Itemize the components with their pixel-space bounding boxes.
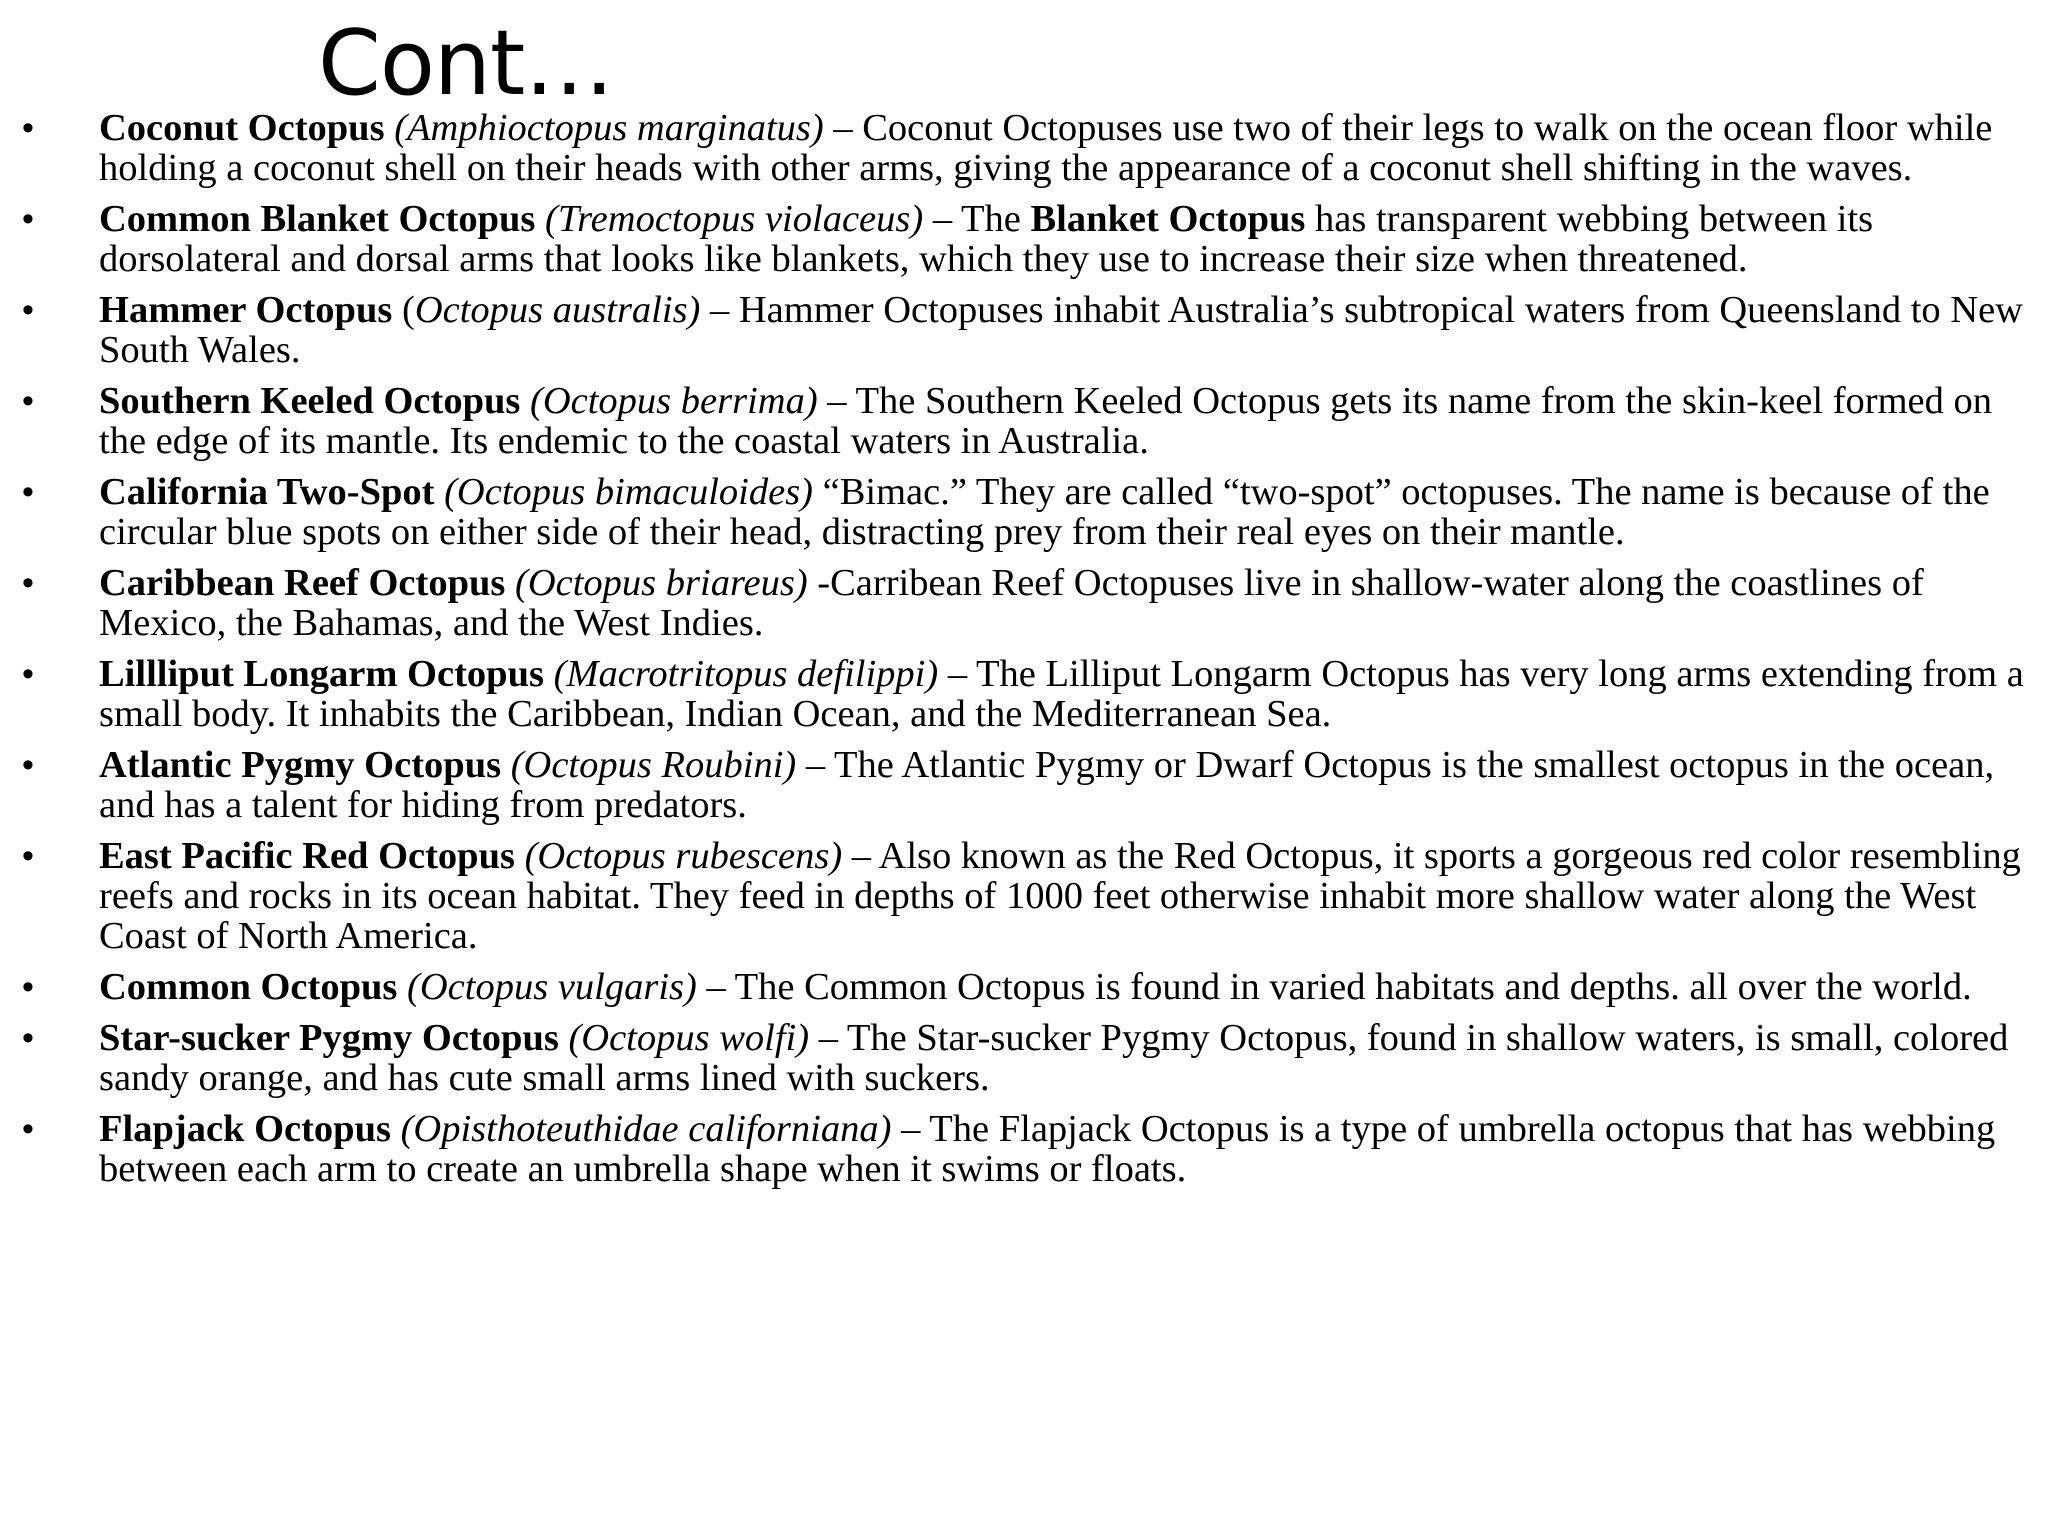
separator-text	[501, 744, 511, 786]
species-scientific-name: Octopus australis)	[414, 289, 701, 331]
species-scientific-name: (Octopus Roubini)	[510, 744, 797, 786]
species-description: – Coconut Octopuses use two of their legs to walk on the ocean floor while holding a coconut shell on their heads with other arms, giving the appearance of a coconut shell shifting in the waves.	[99, 107, 1993, 189]
separator-text	[391, 1108, 401, 1150]
species-common-name: Common Blanket Octopus	[99, 198, 536, 240]
bullet-icon: •	[22, 1019, 34, 1057]
bullet-icon: •	[22, 382, 34, 420]
species-common-name: Caribbean Reef Octopus	[99, 562, 506, 604]
species-common-name: Lillliput Longarm Octopus	[99, 653, 544, 695]
species-common-name: East Pacific Red Octopus	[99, 835, 515, 877]
bullet-icon: •	[22, 564, 34, 602]
separator-text	[434, 471, 444, 513]
list-item	[22, 290, 2042, 370]
species-description: – The Flapjack Octopus is a type of umbrella octopus that has webbing between each arm to create an umbrella shape when it swims or floats.	[99, 1108, 1996, 1190]
species-description: – The Lilliput Longarm Octopus has very long arms extending from a small body. It inhabits the Caribbean, Indian Ocean, and the Mediterranean Sea.	[99, 653, 2024, 735]
bullet-icon: •	[22, 291, 34, 329]
species-scientific-name: (Tremoctopus violaceus)	[545, 198, 924, 240]
list-item	[22, 745, 2042, 825]
species-scientific-name: (Opisthoteuthidae californiana)	[400, 1108, 892, 1150]
separator-text	[535, 198, 545, 240]
bullet-icon: •	[22, 837, 34, 875]
species-common-name: Coconut Octopus	[99, 107, 385, 149]
species-description: – Hammer Octopuses inhabit Australia’s subtropical waters from Queensland to New South Wales.	[99, 289, 2023, 371]
bullet-icon: •	[22, 968, 34, 1006]
bullet-icon: •	[22, 655, 34, 693]
bullet-icon: •	[22, 1110, 34, 1148]
species-description: – The	[923, 198, 1031, 240]
separator-text	[544, 653, 554, 695]
species-common-name: Hammer Octopus	[99, 289, 393, 331]
list-item	[22, 836, 2042, 956]
list-item	[22, 199, 2042, 279]
species-scientific-name: (Octopus wolfi)	[568, 1017, 810, 1059]
species-scientific-name: (Amphioctopus marginatus)	[394, 107, 824, 149]
emphasis-text: Blanket Octopus	[1030, 198, 1306, 240]
species-scientific-name: (Octopus vulgaris)	[407, 966, 697, 1008]
species-scientific-name: (Octopus bimaculoides)	[444, 471, 813, 513]
species-description-continued: has transparent webbing between its dorsolateral and dorsal arms that looks like blankets, which they use to increase their size when threatened.	[99, 198, 1874, 280]
bullet-icon: •	[22, 109, 34, 147]
species-scientific-name: (Macrotritopus defilippi)	[553, 653, 939, 695]
species-description: – The Star-sucker Pygmy Octopus, found in shallow waters, is small, colored sandy orange, and has cute small arms lined with suckers.	[99, 1017, 2009, 1099]
separator-text	[520, 380, 530, 422]
list-item	[22, 967, 2042, 1007]
separator-text	[515, 835, 525, 877]
species-common-name: Common Octopus	[99, 966, 398, 1008]
species-common-name: Flapjack Octopus	[99, 1108, 391, 1150]
species-common-name: Southern Keeled Octopus	[99, 380, 521, 422]
species-common-name: Atlantic Pygmy Octopus	[99, 744, 502, 786]
species-scientific-name: (Octopus berrima)	[530, 380, 818, 422]
species-description: – The Southern Keeled Octopus gets its name from the skin-keel formed on the edge of its mantle. Its endemic to the coastal waters in Australia.	[99, 380, 1992, 462]
species-common-name: California Two-Spot	[99, 471, 435, 513]
separator-text: (	[392, 289, 415, 331]
species-scientific-name: (Octopus briareus)	[515, 562, 808, 604]
bullet-icon: •	[22, 200, 34, 238]
octopus-species-list	[22, 108, 2042, 1200]
species-description: – Also known as the Red Octopus, it sports a gorgeous red color resembling reefs and rocks in its ocean habitat. They feed in depths of 1000 feet otherwise inhabit more shallow water along the West Coast of North America.	[99, 835, 2021, 957]
species-scientific-name: (Octopus rubescens)	[524, 835, 843, 877]
slide-title: Cont…	[318, 11, 614, 116]
list-item	[22, 472, 2042, 552]
species-description: – The Common Octopus is found in varied habitats and depths. all over the world.	[696, 966, 1972, 1008]
separator-text	[505, 562, 515, 604]
separator-text	[385, 107, 395, 149]
list-item	[22, 1018, 2042, 1098]
species-description: – The Atlantic Pygmy or Dwarf Octopus is the smallest octopus in the ocean, and has a talent for hiding from predators.	[99, 744, 1995, 826]
species-description: -Carribean Reef Octopuses live in shallow-water along the coastlines of Mexico, the Bahamas, and the West Indies.	[99, 562, 1924, 644]
list-item	[22, 108, 2042, 188]
separator-text	[397, 966, 407, 1008]
species-common-name: Star-sucker Pygmy Octopus	[99, 1017, 559, 1059]
list-item	[22, 654, 2042, 734]
bullet-icon: •	[22, 473, 34, 511]
species-description: “Bimac.” They are called “two-spot” octopuses. The name is because of the circular blue spots on either side of their head, distracting prey from their real eyes on their mantle.	[99, 471, 1990, 553]
list-item	[22, 563, 2042, 643]
list-item	[22, 381, 2042, 461]
list-item	[22, 1109, 2042, 1189]
bullet-icon: •	[22, 746, 34, 784]
